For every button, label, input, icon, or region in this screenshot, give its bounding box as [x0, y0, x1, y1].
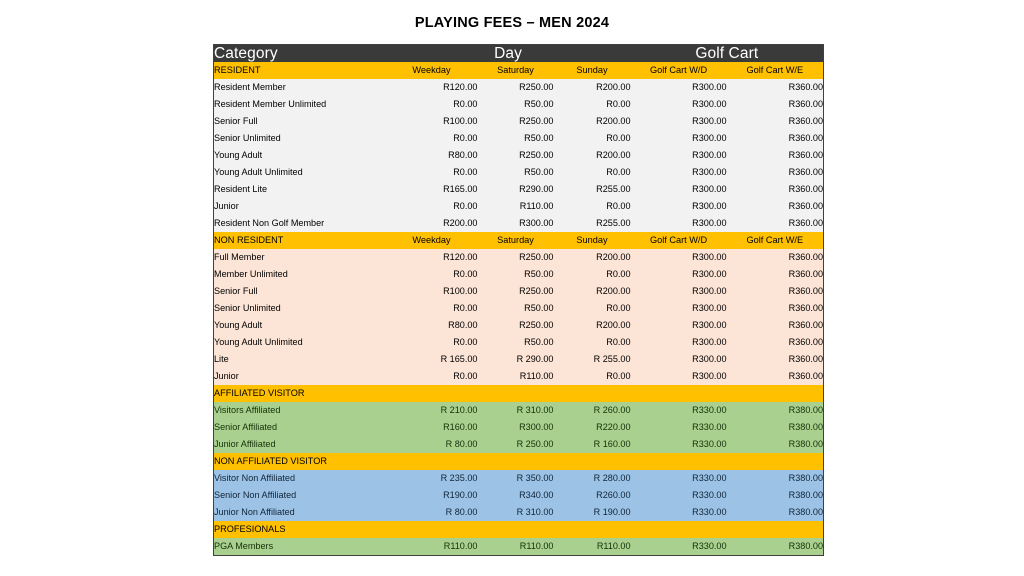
row-value-3: R330.00: [631, 402, 727, 419]
row-value-1: R250.00: [478, 79, 554, 96]
row-value-1: R 350.00: [478, 470, 554, 487]
row-value-0: R100.00: [386, 283, 478, 300]
table-row: [214, 130, 824, 147]
row-value-2: R 260.00: [554, 402, 631, 419]
row-value-1: R250.00: [478, 147, 554, 164]
table-row: [214, 96, 824, 113]
row-value-1: R250.00: [478, 283, 554, 300]
table-row: [214, 368, 824, 385]
row-value-0: R 235.00: [386, 470, 478, 487]
row-value-0: R80.00: [386, 317, 478, 334]
row-value-4: R380.00: [727, 504, 824, 521]
row-value-2: R0.00: [554, 300, 631, 317]
table-group-header-row: [214, 45, 824, 63]
row-value-2: R260.00: [554, 487, 631, 504]
row-value-1: R110.00: [478, 368, 554, 385]
row-value-2: R220.00: [554, 419, 631, 436]
column-header-4: Golf Cart W/E: [727, 62, 824, 79]
row-value-3: R300.00: [631, 164, 727, 181]
table-row: [214, 79, 824, 96]
row-value-1: R 290.00: [478, 351, 554, 368]
row-value-2: R0.00: [554, 96, 631, 113]
table-row: [214, 334, 824, 351]
section-title-2: AFFILIATED VISITOR: [214, 385, 824, 402]
section-column-header-row: [214, 232, 824, 249]
row-value-2: R200.00: [554, 113, 631, 130]
row-value-3: R300.00: [631, 113, 727, 130]
row-label: Senior Full: [214, 283, 386, 300]
table-row: [214, 215, 824, 232]
row-value-4: R360.00: [727, 283, 824, 300]
row-value-4: R360.00: [727, 79, 824, 96]
table-row: [214, 504, 824, 521]
column-header-4: Golf Cart W/E: [727, 232, 824, 249]
row-value-0: R0.00: [386, 130, 478, 147]
playing-fees-table: [213, 44, 824, 556]
row-value-1: R250.00: [478, 317, 554, 334]
table-row: [214, 538, 824, 556]
row-value-2: R110.00: [554, 538, 631, 556]
row-value-2: R200.00: [554, 79, 631, 96]
row-value-0: R0.00: [386, 266, 478, 283]
row-value-0: R100.00: [386, 113, 478, 130]
row-value-3: R330.00: [631, 470, 727, 487]
row-value-4: R360.00: [727, 317, 824, 334]
row-value-2: R 255.00: [554, 351, 631, 368]
row-value-1: R110.00: [478, 538, 554, 556]
column-header-3: Golf Cart W/D: [631, 62, 727, 79]
row-value-1: R 310.00: [478, 504, 554, 521]
row-label: Senior Unlimited: [214, 130, 386, 147]
row-value-2: R0.00: [554, 198, 631, 215]
row-value-1: R50.00: [478, 96, 554, 113]
row-value-2: R0.00: [554, 368, 631, 385]
row-value-0: R 210.00: [386, 402, 478, 419]
row-value-0: R120.00: [386, 249, 478, 266]
row-value-3: R300.00: [631, 300, 727, 317]
row-value-3: R330.00: [631, 487, 727, 504]
row-value-0: R0.00: [386, 96, 478, 113]
table-row: [214, 436, 824, 453]
row-label: Junior Non Affiliated: [214, 504, 386, 521]
row-value-2: R0.00: [554, 164, 631, 181]
row-label: Resident Lite: [214, 181, 386, 198]
column-header-2: Sunday: [554, 62, 631, 79]
row-value-0: R0.00: [386, 368, 478, 385]
section-band-row: [214, 453, 824, 470]
page-title: PLAYING FEES – MEN 2024: [414, 15, 610, 31]
row-label: Senior Non Affiliated: [214, 487, 386, 504]
row-value-3: R330.00: [631, 504, 727, 521]
row-value-4: R380.00: [727, 538, 824, 556]
row-value-3: R300.00: [631, 283, 727, 300]
group-header-category: Category: [214, 45, 386, 63]
row-value-2: R 280.00: [554, 470, 631, 487]
column-header-0: Weekday: [386, 232, 478, 249]
row-label: Junior: [214, 198, 386, 215]
row-value-2: R0.00: [554, 130, 631, 147]
row-value-4: R380.00: [727, 436, 824, 453]
row-label: PGA Members: [214, 538, 386, 556]
row-value-4: R360.00: [727, 368, 824, 385]
row-value-3: R300.00: [631, 334, 727, 351]
column-header-3: Golf Cart W/D: [631, 232, 727, 249]
row-value-1: R 250.00: [478, 436, 554, 453]
row-label: Visitor Non Affiliated: [214, 470, 386, 487]
row-value-0: R190.00: [386, 487, 478, 504]
row-value-3: R300.00: [631, 147, 727, 164]
row-value-4: R360.00: [727, 215, 824, 232]
section-band-row: [214, 385, 824, 402]
row-value-1: R50.00: [478, 266, 554, 283]
row-value-1: R50.00: [478, 164, 554, 181]
row-value-4: R380.00: [727, 419, 824, 436]
row-label: Full Member: [214, 249, 386, 266]
column-header-1: Saturday: [478, 232, 554, 249]
row-value-0: R0.00: [386, 334, 478, 351]
row-value-0: R165.00: [386, 181, 478, 198]
row-value-1: R250.00: [478, 113, 554, 130]
table-row: [214, 419, 824, 436]
table-row: [214, 300, 824, 317]
section-title-4: PROFESIONALS: [214, 521, 824, 538]
row-value-3: R300.00: [631, 266, 727, 283]
column-header-1: Saturday: [478, 62, 554, 79]
row-value-4: R360.00: [727, 181, 824, 198]
table-row: [214, 317, 824, 334]
row-value-3: R300.00: [631, 130, 727, 147]
row-value-3: R300.00: [631, 181, 727, 198]
table-row: [214, 164, 824, 181]
table-row: [214, 147, 824, 164]
row-value-0: R160.00: [386, 419, 478, 436]
row-value-2: R0.00: [554, 266, 631, 283]
row-value-1: R300.00: [478, 215, 554, 232]
row-value-0: R110.00: [386, 538, 478, 556]
section-title-3: NON AFFILIATED VISITOR: [214, 453, 824, 470]
row-value-2: R200.00: [554, 249, 631, 266]
table-row: [214, 402, 824, 419]
row-value-4: R360.00: [727, 147, 824, 164]
group-header-day: Day: [386, 45, 631, 63]
row-label: Young Adult: [214, 147, 386, 164]
row-value-2: R200.00: [554, 283, 631, 300]
row-value-0: R0.00: [386, 300, 478, 317]
table-row: [214, 249, 824, 266]
row-value-1: R 310.00: [478, 402, 554, 419]
row-value-4: R360.00: [727, 164, 824, 181]
row-value-0: R0.00: [386, 198, 478, 215]
row-label: Young Adult Unlimited: [214, 334, 386, 351]
row-value-0: R0.00: [386, 164, 478, 181]
table-row: [214, 198, 824, 215]
row-label: Young Adult Unlimited: [214, 164, 386, 181]
row-value-4: R360.00: [727, 249, 824, 266]
row-value-3: R330.00: [631, 538, 727, 556]
row-value-2: R255.00: [554, 215, 631, 232]
row-value-3: R300.00: [631, 351, 727, 368]
row-value-0: R 165.00: [386, 351, 478, 368]
table-row: [214, 470, 824, 487]
row-value-4: R360.00: [727, 334, 824, 351]
row-value-3: R300.00: [631, 198, 727, 215]
row-value-3: R300.00: [631, 96, 727, 113]
row-value-1: R290.00: [478, 181, 554, 198]
row-value-3: R300.00: [631, 368, 727, 385]
row-value-4: R360.00: [727, 96, 824, 113]
row-value-2: R0.00: [554, 334, 631, 351]
row-value-1: R50.00: [478, 130, 554, 147]
row-value-3: R330.00: [631, 436, 727, 453]
row-value-4: R360.00: [727, 266, 824, 283]
row-value-4: R360.00: [727, 113, 824, 130]
row-value-2: R 160.00: [554, 436, 631, 453]
section-title-1: NON RESIDENT: [214, 232, 386, 249]
table-row: [214, 351, 824, 368]
row-label: Resident Member Unlimited: [214, 96, 386, 113]
row-label: Senior Unlimited: [214, 300, 386, 317]
row-value-2: R200.00: [554, 147, 631, 164]
table-row: [214, 487, 824, 504]
row-value-4: R360.00: [727, 300, 824, 317]
row-value-3: R330.00: [631, 419, 727, 436]
row-label: Resident Non Golf Member: [214, 215, 386, 232]
table-row: [214, 113, 824, 130]
row-value-4: R380.00: [727, 470, 824, 487]
column-header-0: Weekday: [386, 62, 478, 79]
row-label: Junior: [214, 368, 386, 385]
row-label: Senior Affiliated: [214, 419, 386, 436]
table-row: [214, 181, 824, 198]
row-value-4: R380.00: [727, 487, 824, 504]
row-value-4: R360.00: [727, 198, 824, 215]
row-value-0: R80.00: [386, 147, 478, 164]
row-value-4: R360.00: [727, 130, 824, 147]
row-label: Resident Member: [214, 79, 386, 96]
row-label: Member Unlimited: [214, 266, 386, 283]
group-header-golf-cart: Golf Cart: [631, 45, 824, 63]
row-value-1: R50.00: [478, 300, 554, 317]
row-value-1: R250.00: [478, 249, 554, 266]
row-label: Lite: [214, 351, 386, 368]
table-row: [214, 266, 824, 283]
section-title-0: RESIDENT: [214, 62, 386, 79]
row-value-0: R 80.00: [386, 504, 478, 521]
row-label: Senior Full: [214, 113, 386, 130]
row-value-0: R120.00: [386, 79, 478, 96]
row-label: Junior Affiliated: [214, 436, 386, 453]
row-value-3: R300.00: [631, 317, 727, 334]
row-value-4: R360.00: [727, 351, 824, 368]
row-value-1: R340.00: [478, 487, 554, 504]
row-value-1: R110.00: [478, 198, 554, 215]
row-value-3: R300.00: [631, 249, 727, 266]
row-value-2: R255.00: [554, 181, 631, 198]
row-value-4: R380.00: [727, 402, 824, 419]
row-value-2: R 190.00: [554, 504, 631, 521]
section-column-header-row: [214, 62, 824, 79]
table-row: [214, 283, 824, 300]
row-value-1: R50.00: [478, 334, 554, 351]
section-band-row: [214, 521, 824, 538]
row-label: Visitors Affiliated: [214, 402, 386, 419]
row-value-3: R300.00: [631, 79, 727, 96]
column-header-2: Sunday: [554, 232, 631, 249]
row-label: Young Adult: [214, 317, 386, 334]
row-value-0: R200.00: [386, 215, 478, 232]
row-value-1: R300.00: [478, 419, 554, 436]
row-value-2: R200.00: [554, 317, 631, 334]
row-value-3: R300.00: [631, 215, 727, 232]
row-value-0: R 80.00: [386, 436, 478, 453]
